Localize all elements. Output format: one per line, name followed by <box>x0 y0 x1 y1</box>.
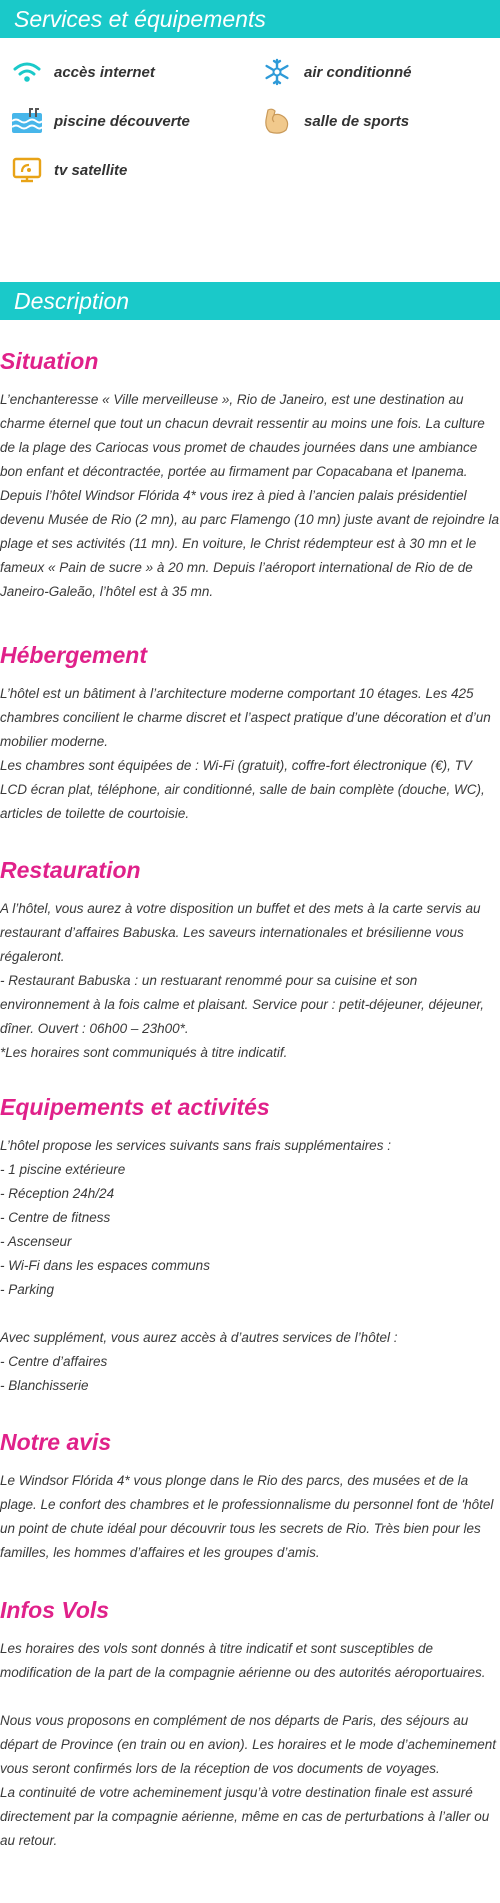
service-label: air conditionné <box>304 63 412 81</box>
section-text: L’hôtel propose les services suivants sans frais supplémentaires : - 1 piscine extérieure - Réception 24h/24 - Centre de fitness - Ascenseur - Wi-Fi dans les espaces communs - Parking Avec supplément, vous aurez accès à d’autres services de l’hôtel : - Centre d’affaires - Blanchisserie <box>0 1138 398 1393</box>
section-notre-avis <box>0 1427 500 1565</box>
section-title: Equipements et activités <box>0 1094 270 1120</box>
satellite-tv-icon <box>10 156 44 184</box>
service-label: accès internet <box>54 63 155 81</box>
muscle-arm-icon <box>260 107 294 135</box>
snowflake-icon <box>260 58 294 86</box>
section-title: Notre avis <box>0 1429 112 1455</box>
section-restauration <box>0 855 500 1065</box>
service-item-satellite-tv <box>10 156 127 184</box>
section-title: Situation <box>0 348 99 374</box>
service-item-gym <box>260 107 409 135</box>
service-label: salle de sports <box>304 112 410 130</box>
section-situation <box>0 346 500 604</box>
pool-icon <box>10 107 44 135</box>
service-item-internet <box>10 58 155 86</box>
service-item-air-conditioning <box>260 58 412 86</box>
section-text: L’hôtel est un bâtiment à l’architecture moderne comportant 10 étages. Les 425 chambres concilient le charme discret et l’aspect pratique d’une décoration et d’un mobilier moderne. Les chambres sont équipées de : Wi-Fi (gratuit), coffre-fort électronique (€), TV LCD écran plat, téléphone, air conditionné, salle de bain complète (douche, WC), articles de toilette de courtoisie. <box>0 686 491 821</box>
section-title: Restauration <box>0 857 141 883</box>
section-title: Infos Vols <box>0 1597 110 1623</box>
service-label: tv satellite <box>54 161 128 179</box>
section-text: A l’hôtel, vous aurez à votre disposition un buffet et des mets à la carte servis au restaurant d’affaires Babuska. Les saveurs internationales et brésilienne vous régaleront. - Restaurant Babuska : un restuarant renommé pour sa cuisine et son environnement à la fois calme et plaisant. Service pour : petit-déjeuner, déjeuner, dîner. Ouvert : 06h00 – 23h00*. *Les horaires sont communiqués à titre indicatif. <box>0 901 485 1060</box>
section-hebergement <box>0 640 500 826</box>
section-text: Le Windsor Flórida 4* vous plonge dans le Rio des parcs, des musées et de la plage. Le confort des chambres et le professionnalisme du personnel font de 'hôtel un point de chute idéal pour découvrir tous les secrets de Rio. Très bien pour les familles, les hommes d’affaires et les groupes d’amis. <box>0 1473 498 1560</box>
services-grid <box>0 38 500 227</box>
service-label: piscine découverte <box>54 112 190 130</box>
description-body <box>0 320 500 1903</box>
section-text: L’enchanteresse « Ville merveilleuse », Rio de Janeiro, est une destination au charme éternel que tout un chacun devrait ressentir au moins une fois. La culture de la plage des Cariocas vous promet de chaudes journées dans une ambiance bon enfant et décontractée, portée au firmament par Copacabana et Ipanema. Depuis l’hôtel Windsor Flórida 4* vous irez à pied à l’ancien palais présidentiel devenu Musée de Rio (2 mn), au parc Flamengo (10 mn) juste avant de rejoindre la plage et ses activités (11 mn). En voiture, le Christ rédempteur est à 30 mn et le fameux « Pain de sucre » à 20 mn. Depuis l’aéroport international de Rio de de Janeiro-Galeão, l’hôtel est à 35 mn. <box>0 392 500 599</box>
service-item-pool <box>10 107 190 135</box>
services-header: Services et équipements <box>0 0 500 38</box>
section-infos-vols <box>0 1595 500 1853</box>
description-header: Description <box>0 282 500 320</box>
section-equipements <box>0 1092 500 1398</box>
section-text: Les horaires des vols sont donnés à titre indicatif et sont susceptibles de modification de la part de la compagnie aérienne ou des autorités aéroportuaires. Nous vous proposons en complément de nos départs de Paris, des séjours au départ de Province (en train ou en avion). Les horaires et le mode d’acheminement vous seront confirmés lors de la réception de vos documents de voyages. La continuité de votre acheminement jusqu’à votre destination finale est assuré directement par la compagnie aérienne, même en cas de perturbations à l’aller ou au retour. <box>0 1641 497 1848</box>
section-title: Hébergement <box>0 642 147 668</box>
wifi-icon <box>10 58 44 86</box>
